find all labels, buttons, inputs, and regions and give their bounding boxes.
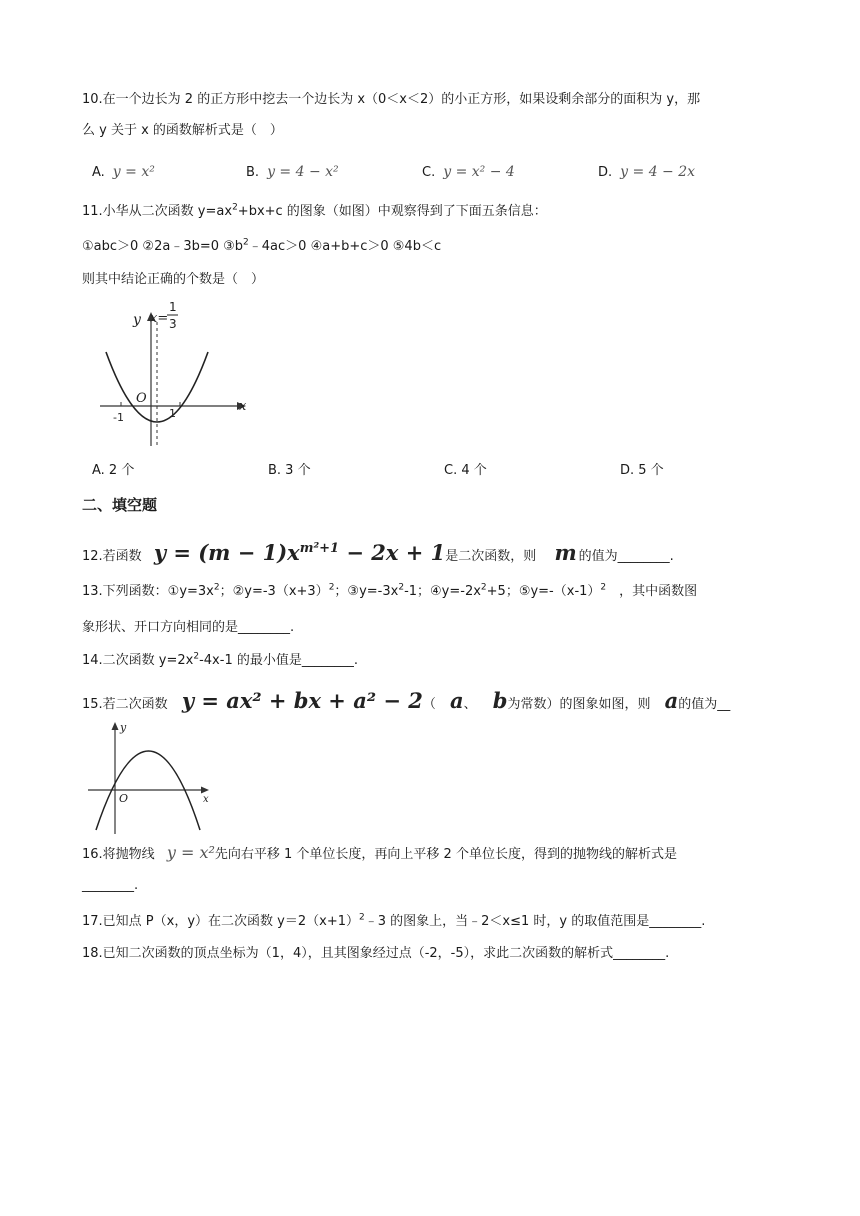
q11-origin-label: O <box>136 391 147 406</box>
q16-line1: 16.将抛物线 y = x²先向右平移 1 个单位长度，再向上平移 2 个单位长度，得到的抛物线的解析式是 <box>82 843 677 862</box>
q11-axis-eq-label: x= <box>150 311 169 326</box>
q15-parabola-figure <box>86 716 216 836</box>
q11-option-c: C. 4 个 <box>444 463 487 478</box>
q11-option-b: B. 3 个 <box>268 463 311 478</box>
q11-axis-eq-den: 3 <box>169 317 177 331</box>
q10-option-b: B. y = 4 − x² <box>246 164 339 180</box>
q15-origin-label: O <box>119 792 129 805</box>
q10-option-c: C. y = x² − 4 <box>422 164 515 180</box>
q16-expression: y = x² <box>166 843 215 862</box>
q10-line1: 10.在一个边长为 2 的正方形中挖去一个边长为 x（0＜x＜2）的小正方形，如果设剩余部分的面积为 y，那 <box>82 92 701 107</box>
q10-option-d: D. y = 4 − 2x <box>598 164 696 180</box>
q11-option-a: A. 2 个 <box>92 463 135 478</box>
q11-line2: ①abc＞0 ②2a﹣3b=0 $③b^2﹣4ac>0$ ④a+b+c＞0 ⑤4b＜c <box>82 237 442 254</box>
q11-tick-neg-label: -1 <box>113 411 124 424</box>
q11-y-label: y <box>133 312 141 328</box>
q11-line3: 则其中结论正确的个数是（ ） <box>82 272 265 287</box>
q16-line2: ________. <box>82 878 139 893</box>
q11-parabola-figure <box>96 296 252 452</box>
q11-axis-eq-num: 1 <box>169 300 177 314</box>
q11-x-label: x <box>239 399 247 414</box>
q13-line2: 象形状、开口方向相同的是________. <box>82 620 295 635</box>
q12-expression: $y = (m - 1)x^{m^2+1} - 2x + 1$ <box>153 540 446 565</box>
q11-line1: 11.小华从二次函数 $y=ax^2+bx+c$ 的图象（如图）中观察得到了下面五条信息： <box>82 202 547 219</box>
q13-line1: 13.下列函数：$①y=3x^2$；$②y=-3(x+3)^2$；$③y=-3x^2-1$；$④y=-2x^2+5$；$⑤y=-(x-1)^2$ ，其中函数图 <box>82 582 698 599</box>
q10-option-a: A. y = x² <box>92 164 155 180</box>
q11-tick-pos-label: 1 <box>169 407 176 420</box>
q17-line: 17.已知点 P（x，y）在二次函数 $y=2(x+1)^2﹣3$ 的图象上，当﹣2＜x≤1 时，y 的取值范围是________. <box>82 912 706 929</box>
q11-option-d: D. 5 个 <box>620 463 664 478</box>
section-title: 二、填空题 <box>82 496 158 514</box>
q10-line2: 么 y 关于 x 的函数解析式是（ ） <box>82 123 283 138</box>
q15-line: 15.若二次函数 y = ax² + bx + a² − 2（ a、 b为常数）的图象如图，则 a的值为__ <box>82 688 731 713</box>
q18-line: 18.已知二次函数的顶点坐标为（1，4），且其图象经过点（-2，-5），求此二次函数的解析式________. <box>82 946 670 961</box>
q14-line: 14.二次函数 $y=2x^2-4x-1$ 的最小值是________. <box>82 651 358 668</box>
q12-line: 12.若函数 $y = (m - 1)x^{m^2+1} - 2x + 1$是二次函数，则 m 的值为________. <box>82 540 674 565</box>
q15-expression: y = ax² + bx + a² − 2 <box>181 688 423 713</box>
q15-y-label: y <box>120 721 127 734</box>
q15-x-label: x <box>203 794 209 805</box>
